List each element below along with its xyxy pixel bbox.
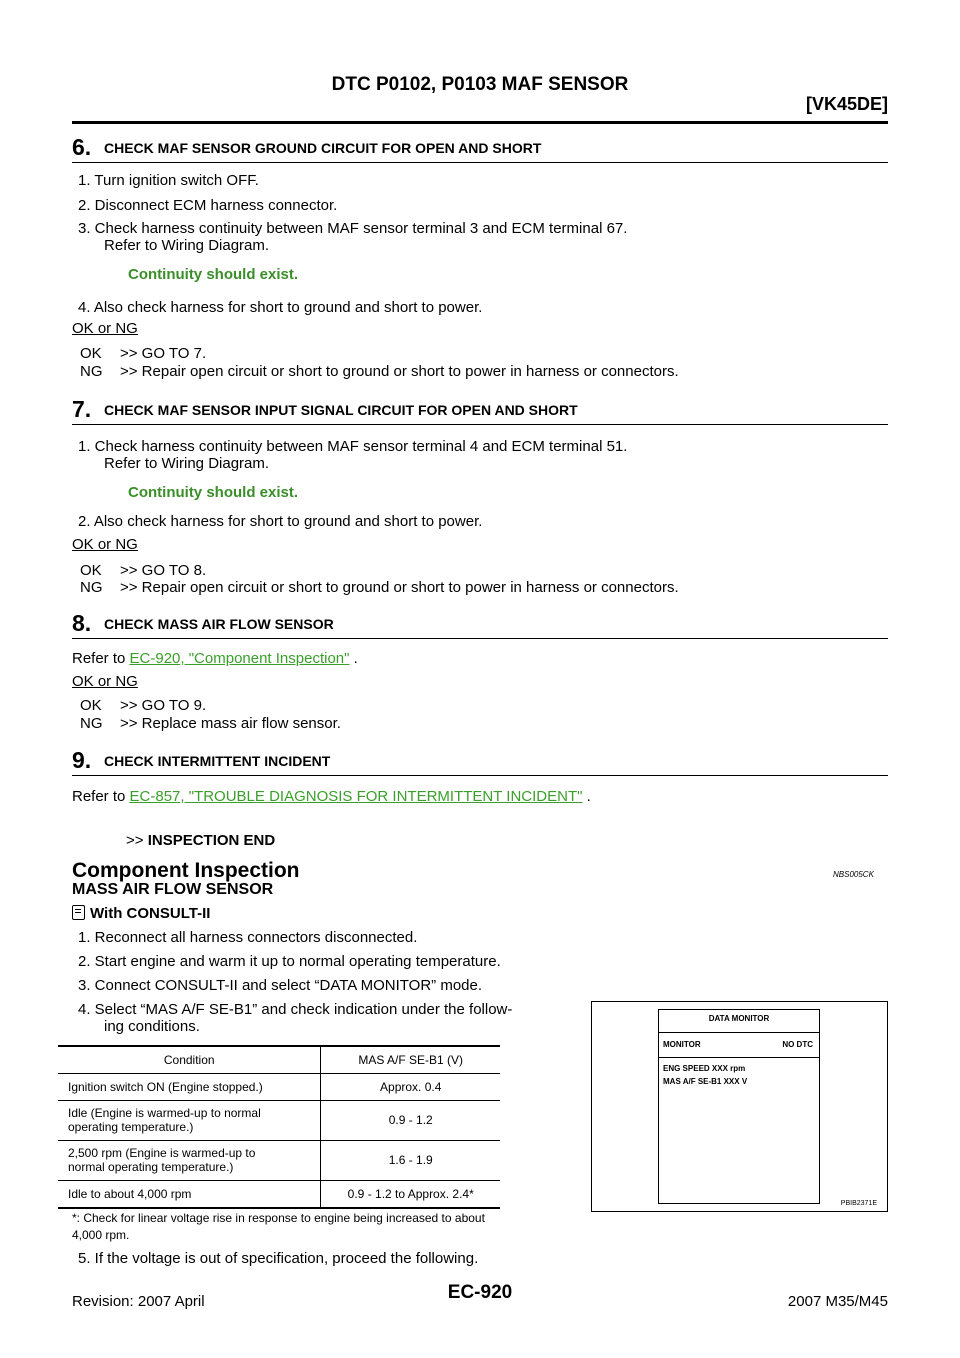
step-6-heading [72, 134, 888, 163]
step-8-ng-result: NG >> Replace mass air flow sensor. [80, 715, 341, 732]
step-7-refer: Refer to Wiring Diagram. [104, 455, 270, 472]
step-7-ok-result: OK >> GO TO 8. [80, 562, 207, 579]
component-inspection-link[interactable]: EC-920, "Component Inspection" [129, 650, 350, 667]
step-6-ok-result: OK >> GO TO 7. [80, 345, 207, 362]
table-cell: Ignition switch ON (Engine stopped.) [58, 1073, 321, 1100]
page-number: EC-920 [447, 1282, 513, 1303]
intermittent-incident-link[interactable]: EC-857, "TROUBLE DIAGNOSIS FOR INTERMITTENT INCIDENT" [129, 788, 583, 805]
step-7-line-1: 1. Check harness continuity between MAF sensor terminal 4 and ECM terminal 51. [78, 438, 628, 455]
table-header-row [58, 1046, 500, 1073]
monitor-label: MONITOR [663, 1040, 701, 1049]
monitor-title: DATA MONITOR [708, 1014, 770, 1023]
step-number: 6. [72, 134, 92, 160]
step-7-ok-or-ng: OK or NG [72, 536, 138, 553]
step-8-ok-or-ng: OK or NG [72, 673, 138, 690]
footnote-line-1: *: Check for linear voltage rise in response to engine being increased to about [72, 1211, 485, 1225]
footnote-line-2: 4,000 rpm. [72, 1228, 130, 1242]
component-line-4b: ing conditions. [104, 1018, 200, 1035]
mass-air-flow-sensor-subtitle: MASS AIR FLOW SENSOR [72, 881, 274, 898]
engine-code: [VK45DE] [805, 94, 888, 114]
step-7-ng-result: NG >> Repair open circuit or short to ground or short to power in harness or connectors. [80, 579, 679, 596]
step-6-line-3: 3. Check harness continuity between MAF sensor terminal 3 and ECM terminal 67. [78, 220, 628, 237]
section-code: NBS005CK [833, 870, 874, 879]
step-8-refer: Refer to EC-920, "Component Inspection" . [72, 650, 358, 667]
consult-book-icon [72, 905, 85, 920]
table-cell: 2,500 rpm (Engine is warmed-up to normal operating temperature.) [58, 1140, 321, 1180]
step-7-heading [72, 396, 888, 425]
step-title: CHECK MAF SENSOR GROUND CIRCUIT FOR OPEN AND SHORT [104, 140, 542, 156]
step-6-line-2: 2. Disconnect ECM harness connector. [78, 197, 338, 214]
step-6-line-1: 1. Turn ignition switch OFF. [78, 172, 259, 189]
data-monitor-figure [591, 1001, 888, 1212]
step-7-line-2: 2. Also check harness for short to ground and short to power. [78, 513, 483, 530]
step-6-ok-or-ng: OK or NG [72, 320, 138, 337]
table-header-cell: Condition [58, 1046, 321, 1073]
step-title: CHECK MASS AIR FLOW SENSOR [104, 616, 334, 632]
step-7-note: Continuity should exist. [128, 484, 299, 501]
data-monitor-screen [658, 1009, 820, 1204]
step-title: CHECK INTERMITTENT INCIDENT [104, 753, 331, 769]
step-number: 7. [72, 396, 92, 422]
consult-heading: With CONSULT-II [72, 905, 210, 922]
inspection-end: >> INSPECTION END [126, 832, 276, 849]
component-line-5: 5. If the voltage is out of specification, proceed the following. [78, 1250, 479, 1267]
table-row [58, 1100, 500, 1140]
step-9-refer: Refer to EC-857, "TROUBLE DIAGNOSIS FOR INTERMITTENT INCIDENT" . [72, 788, 591, 805]
component-line-3: 3. Connect CONSULT-II and select “DATA MONITOR” mode. [78, 977, 483, 994]
step-number: 8. [72, 610, 92, 636]
step-6-line-4: 4. Also check harness for short to ground and short to power. [78, 299, 483, 316]
table-cell: 0.9 - 1.2 to Approx. 2.4* [321, 1180, 500, 1208]
step-6-refer: Refer to Wiring Diagram. [104, 237, 270, 254]
step-9-heading [72, 747, 888, 776]
table-header-cell: MAS A/F SE-B1 (V) [321, 1046, 500, 1073]
table-row [58, 1140, 500, 1180]
no-dtc-label: NO DTC [782, 1040, 813, 1049]
model: 2007 M35/M45 [787, 1293, 888, 1310]
step-8-heading [72, 610, 888, 639]
spec-table [58, 1045, 500, 1209]
component-line-4: 4. Select “MAS A/F SE-B1” and check indication under the follow- [78, 1001, 513, 1018]
table-cell: 1.6 - 1.9 [321, 1140, 500, 1180]
header-rule [72, 121, 888, 124]
step-number: 9. [72, 747, 92, 773]
table-cell: Idle (Engine is warmed-up to normal operating temperature.) [58, 1100, 321, 1140]
figure-code: PBIB2371E [840, 1200, 877, 1207]
page-title: DTC P0102, P0103 MAF SENSOR [331, 74, 629, 95]
table-cell: 0.9 - 1.2 [321, 1100, 500, 1140]
table-cell: Idle to about 4,000 rpm [58, 1180, 321, 1208]
monitor-header-row [659, 1032, 819, 1058]
maf-row: MAS A/F SE-B1 XXX V [663, 1077, 748, 1086]
table-row [58, 1073, 500, 1100]
component-inspection-title: Component Inspection [72, 859, 300, 882]
component-line-1: 1. Reconnect all harness connectors disconnected. [78, 929, 418, 946]
eng-speed-row: ENG SPEED XXX rpm [663, 1064, 746, 1073]
table-row [58, 1180, 500, 1208]
step-title: CHECK MAF SENSOR INPUT SIGNAL CIRCUIT FOR OPEN AND SHORT [104, 402, 578, 418]
component-line-2: 2. Start engine and warm it up to normal operating temperature. [78, 953, 501, 970]
revision: Revision: 2007 April [72, 1293, 205, 1310]
step-6-note: Continuity should exist. [128, 266, 299, 283]
step-8-ok-result: OK >> GO TO 9. [80, 697, 207, 714]
step-6-ng-result: NG >> Repair open circuit or short to ground or short to power in harness or connectors. [80, 363, 679, 380]
table-cell: Approx. 0.4 [321, 1073, 500, 1100]
